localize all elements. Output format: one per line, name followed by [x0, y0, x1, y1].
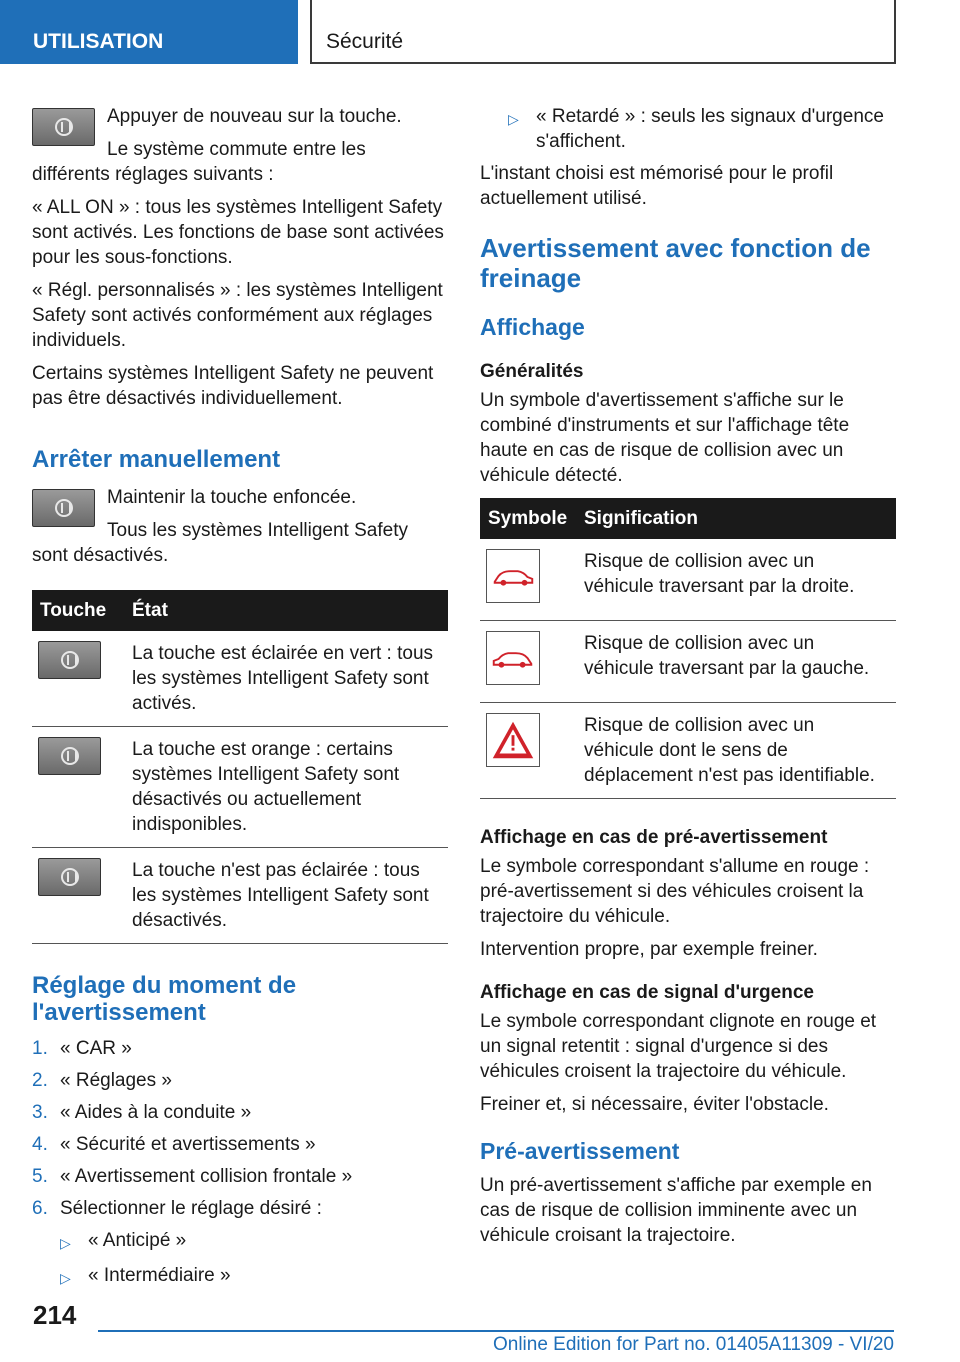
pre-warning-heading: Pré-avertissement: [480, 1138, 680, 1164]
table-row: [480, 539, 896, 621]
sub-list-item: ▷ « Intermédiaire »: [60, 1263, 448, 1291]
col-header-meaning: Signification: [576, 498, 896, 539]
section-tab: UTILISATION: [0, 0, 298, 64]
button-orange-icon: [38, 737, 101, 775]
manual-heading: Arrêter manuellement: [32, 446, 281, 473]
button-state-table: [32, 590, 448, 944]
car-crossing-left-icon: [486, 631, 540, 685]
table-row: [32, 848, 448, 944]
subsection-title: Sécurité: [310, 0, 896, 64]
manual-p1: Maintenir la touche enfoncée.: [107, 487, 357, 508]
list-item: 3. « Aides à la conduite »: [32, 1102, 252, 1123]
intelligent-safety-button-icon: [32, 108, 95, 146]
triangle-bullet-icon: ▷: [60, 1235, 71, 1251]
state-text: La touche est éclairée en vert : tous les systèmes Intelligent Safety sont activés.: [124, 631, 448, 727]
steps-list: [32, 1036, 448, 1221]
manual-p2: Tous les systèmes Intelligent Safety sont désactivés.: [32, 520, 408, 566]
pre-warning-text: Un pré-avertissement s'affiche par exemple en cas de risque de collision imminente avec un véhicule croisant la trajectoire.: [480, 1175, 872, 1246]
col-header-state: État: [124, 590, 448, 631]
state-text: La touche n'est pas éclairée : tous les systèmes Intelligent Safety sont désactivés.: [124, 848, 448, 944]
footer-divider: [98, 1330, 894, 1332]
state-text: La touche est orange : certains systèmes Intelligent Safety sont désactivés ou actuellement indisponibles.: [124, 727, 448, 848]
left-column: [32, 104, 448, 1298]
memo-text: L'instant choisi est mémorisé pour le profil actuellement utilisé.: [480, 163, 834, 209]
button-green-icon: [38, 641, 101, 679]
intro-p5: Certains systèmes Intelligent Safety ne peuvent pas être désactivés individuellement.: [32, 363, 434, 409]
col-header-button: Touche: [32, 590, 124, 631]
intro-p1: Appuyer de nouveau sur la touche.: [107, 106, 402, 127]
symbol-table: [480, 498, 896, 799]
urgent-display-heading: Affichage en cas de signal d'urgence: [480, 982, 814, 1003]
general-heading: Généralités: [480, 361, 584, 382]
table-row: [480, 621, 896, 703]
car-crossing-right-icon: [486, 549, 540, 603]
sub-list-item: ▷ « Retardé » : seuls les signaux d'urgence s'affichent.: [508, 106, 884, 152]
table-row: [32, 631, 448, 727]
list-item: 2. « Réglages »: [32, 1070, 172, 1091]
meaning-text: Risque de collision avec un véhicule dont le sens de déplacement n'est pas identifiable.: [576, 703, 896, 799]
pre-warning-display-heading: Affichage en cas de pré-avertissement: [480, 827, 828, 848]
edition-text: Online Edition for Part no. 01405A11309 - VI/20: [492, 1334, 894, 1355]
list-item: 4. « Sécurité et avertissements »: [32, 1134, 316, 1155]
table-row: [32, 727, 448, 848]
list-item: 6. Sélectionner le réglage désiré :: [32, 1198, 322, 1219]
pre-warning-action: Intervention propre, par exemple freiner.: [480, 939, 818, 960]
list-item: 5. « Avertissement collision frontale »: [32, 1166, 353, 1187]
pre-warning-display-text: Le symbole correspondant s'allume en rouge : pré-avertissement si des véhicules croisent la trajectoire du véhicule.: [480, 856, 870, 927]
intro-p4: « Régl. personnalisés » : les systèmes Intelligent Safety sont activés conformément aux réglages individuels.: [32, 280, 443, 351]
intelligent-safety-button-icon: [32, 489, 95, 527]
meaning-text: Risque de collision avec un véhicule traversant par la gauche.: [576, 621, 896, 703]
table-row: [480, 703, 896, 799]
warning-triangle-icon: [486, 713, 540, 767]
braking-warning-heading: Avertissement avec fonction de freinage: [480, 233, 871, 293]
button-off-icon: [38, 858, 101, 896]
urgent-action: Freiner et, si nécessaire, éviter l'obstacle.: [480, 1094, 829, 1115]
page-number: 214: [33, 1300, 77, 1330]
urgent-display-text: Le symbole correspondant clignote en rouge et un signal retentit : signal d'urgence si des véhicules croisent la trajectoire du véhicule.: [480, 1011, 877, 1082]
right-column: [480, 104, 896, 1256]
triangle-bullet-icon: ▷: [60, 1270, 71, 1286]
col-header-symbol: Symbole: [480, 498, 576, 539]
intro-p3: « ALL ON » : tous les systèmes Intelligent Safety sont activés. Les fonctions de base sont activées pour les sous-fonctions.: [32, 197, 444, 268]
triangle-bullet-icon: ▷: [508, 111, 519, 127]
list-item: 1. « CAR »: [32, 1038, 132, 1059]
display-heading: Affichage: [480, 314, 585, 340]
sub-list-item: ▷ « Anticipé »: [60, 1228, 448, 1256]
intro-p2: Le système commute entre les différents réglages suivants :: [32, 139, 366, 185]
timing-heading: Réglage du moment de l'avertissement: [32, 972, 297, 1026]
meaning-text: Risque de collision avec un véhicule traversant par la droite.: [576, 539, 896, 621]
general-text: Un symbole d'avertissement s'affiche sur le combiné d'instruments et sur l'affichage tête haute en cas de risque de collision avec un véhicule détecté.: [480, 390, 850, 486]
